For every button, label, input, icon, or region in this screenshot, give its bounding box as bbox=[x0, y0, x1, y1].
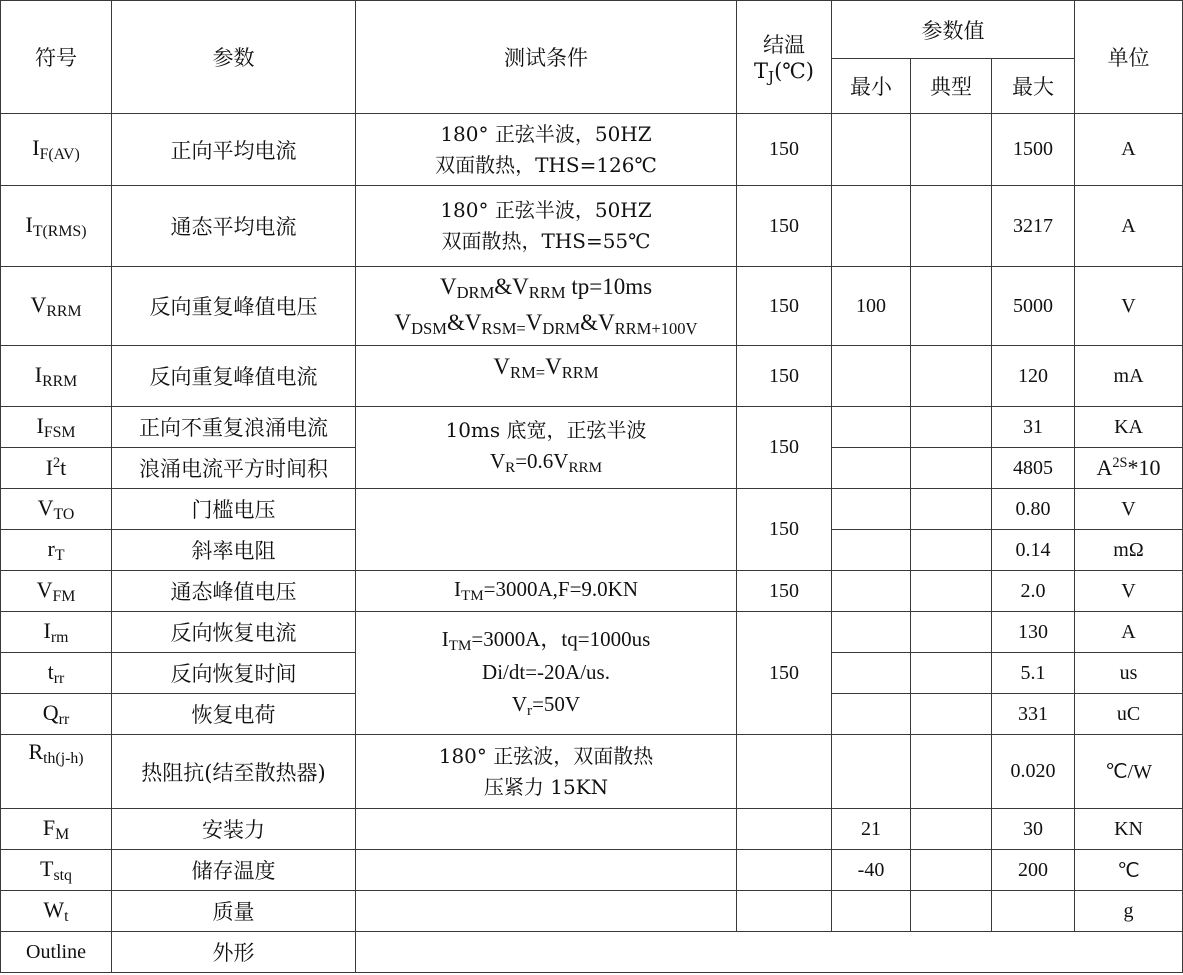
param-cell: 安装力 bbox=[112, 809, 356, 850]
unit-cell: A bbox=[1075, 114, 1183, 186]
table-row bbox=[1, 186, 1183, 267]
cond-sub: r bbox=[527, 702, 533, 719]
min-cell bbox=[832, 571, 911, 612]
symbol-cell bbox=[1, 694, 112, 735]
unit-cell: us bbox=[1075, 653, 1183, 694]
table-row bbox=[1, 407, 1183, 448]
cond-text: &V bbox=[494, 274, 529, 300]
condition-cell bbox=[356, 850, 737, 891]
min-cell bbox=[832, 407, 911, 448]
symbol-sub: TO bbox=[53, 505, 75, 523]
typ-cell bbox=[911, 448, 992, 489]
typ-cell bbox=[911, 571, 992, 612]
condition-cell bbox=[356, 571, 737, 612]
header-tj-top: 结温 bbox=[763, 32, 805, 57]
max-cell bbox=[992, 891, 1075, 932]
symbol-sub: stq bbox=[53, 866, 72, 884]
param-cell: 斜率电阻 bbox=[112, 530, 356, 571]
table-row bbox=[1, 612, 1183, 653]
typ-cell bbox=[911, 612, 992, 653]
cond-text: =50V bbox=[532, 691, 581, 716]
table-row bbox=[1, 489, 1183, 530]
symbol-sub: T(RMS) bbox=[32, 222, 87, 240]
min-cell bbox=[832, 735, 911, 809]
typ-cell bbox=[911, 530, 992, 571]
max-cell: 0.020 bbox=[992, 735, 1075, 809]
param-cell: 恢复电荷 bbox=[112, 694, 356, 735]
unit-text: *10 bbox=[1127, 455, 1161, 480]
param-cell: 正向平均电流 bbox=[112, 114, 356, 186]
symbol: T bbox=[40, 855, 54, 881]
unit-cell: KA bbox=[1075, 407, 1183, 448]
unit-cell: V bbox=[1075, 489, 1183, 530]
symbol-cell bbox=[1, 735, 112, 809]
typ-cell bbox=[911, 489, 992, 530]
min-cell bbox=[832, 448, 911, 489]
symbol-sub: FSM bbox=[43, 423, 76, 441]
min-cell bbox=[832, 114, 911, 186]
symbol: V bbox=[37, 494, 54, 520]
cond-sub: DRM bbox=[542, 319, 581, 339]
min-cell bbox=[832, 891, 911, 932]
cond-sub: RSM= bbox=[481, 319, 526, 339]
condition-line: 双面散热，THS=126℃ bbox=[435, 152, 657, 177]
min-cell bbox=[832, 694, 911, 735]
table-row bbox=[1, 809, 1183, 850]
symbol-sub: M bbox=[55, 825, 70, 843]
typ-cell bbox=[911, 891, 992, 932]
cond-text: &V bbox=[580, 310, 615, 335]
max-cell: 200 bbox=[992, 850, 1075, 891]
unit-cell bbox=[1075, 448, 1183, 489]
table-row bbox=[1, 267, 1183, 346]
unit-cell: V bbox=[1075, 571, 1183, 612]
symbol: t bbox=[60, 455, 67, 480]
table-row bbox=[1, 114, 1183, 186]
symbol-cell bbox=[1, 346, 112, 407]
header-tj-sub: J bbox=[768, 67, 775, 86]
cond-sub: RRM bbox=[568, 460, 603, 477]
header-symbol: 符号 bbox=[1, 1, 112, 114]
symbol: I bbox=[43, 617, 51, 643]
typ-cell bbox=[911, 186, 992, 267]
max-cell: 331 bbox=[992, 694, 1075, 735]
typ-cell bbox=[911, 346, 992, 407]
unit-cell: KN bbox=[1075, 809, 1183, 850]
min-cell: 100 bbox=[832, 267, 911, 346]
unit-sup: 2S bbox=[1112, 455, 1128, 472]
symbol-cell bbox=[1, 891, 112, 932]
symbol-sub: rr bbox=[53, 669, 65, 687]
symbol-cell bbox=[1, 407, 112, 448]
symbol-cell bbox=[1, 612, 112, 653]
cond-sub: RM= bbox=[510, 363, 546, 383]
condition-cell bbox=[356, 114, 737, 186]
param-cell: 正向不重复浪涌电流 bbox=[112, 407, 356, 448]
symbol-sub: RRM bbox=[42, 372, 78, 390]
min-cell: 21 bbox=[832, 809, 911, 850]
symbol: I bbox=[45, 455, 54, 480]
tj-cell bbox=[737, 850, 832, 891]
cond-text: V bbox=[545, 354, 562, 379]
cond-sub: TM bbox=[460, 588, 484, 605]
max-cell: 31 bbox=[992, 407, 1075, 448]
symbol: I bbox=[25, 211, 33, 237]
unit-cell: A bbox=[1075, 186, 1183, 267]
header-condition: 测试条件 bbox=[356, 1, 737, 114]
param-cell: 浪涌电流平方时间积 bbox=[112, 448, 356, 489]
table-row bbox=[1, 346, 1183, 407]
condition-cell bbox=[356, 489, 737, 571]
symbol-cell bbox=[1, 114, 112, 186]
condition-cell bbox=[356, 407, 737, 489]
max-cell: 130 bbox=[992, 612, 1075, 653]
min-cell bbox=[832, 489, 911, 530]
header-row bbox=[1, 1, 1183, 59]
condition-cell bbox=[356, 612, 737, 735]
condition-line: Di/dt=-20A/us. bbox=[482, 660, 610, 685]
tj-cell: 150 bbox=[737, 407, 832, 489]
tj-cell: 150 bbox=[737, 571, 832, 612]
max-cell: 120 bbox=[992, 346, 1075, 407]
symbol-cell bbox=[1, 448, 112, 489]
header-tj-unit: (℃) bbox=[774, 58, 814, 83]
condition-line: 10ms 底宽，正弦半波 bbox=[445, 418, 647, 443]
symbol: I bbox=[34, 361, 43, 387]
symbol: I bbox=[32, 135, 40, 161]
param-cell: 反向恢复电流 bbox=[112, 612, 356, 653]
header-max: 最大 bbox=[992, 59, 1075, 114]
symbol-sub: th(j-h) bbox=[43, 749, 84, 767]
min-cell bbox=[832, 653, 911, 694]
symbol-cell bbox=[1, 489, 112, 530]
condition-cell bbox=[356, 891, 737, 932]
tj-cell: 150 bbox=[737, 346, 832, 407]
condition-cell bbox=[356, 186, 737, 267]
cond-sub: DSM bbox=[411, 319, 447, 339]
cond-text: V bbox=[489, 449, 506, 474]
max-cell: 2.0 bbox=[992, 571, 1075, 612]
symbol-sub: t bbox=[64, 907, 69, 925]
condition-cell bbox=[356, 735, 737, 809]
tj-cell: 150 bbox=[737, 186, 832, 267]
max-cell: 0.14 bbox=[992, 530, 1075, 571]
symbol-cell bbox=[1, 653, 112, 694]
condition-line: 180° 正弦半波，50HZ bbox=[440, 121, 652, 146]
cond-text: V bbox=[511, 691, 528, 716]
max-cell: 1500 bbox=[992, 114, 1075, 186]
unit-cell: mΩ bbox=[1075, 530, 1183, 571]
condition-cell bbox=[356, 346, 737, 407]
condition-line: 180° 正弦半波，50HZ bbox=[440, 198, 652, 222]
symbol: I bbox=[36, 412, 44, 438]
header-typ: 典型 bbox=[911, 59, 992, 114]
cond-sub: TM bbox=[448, 637, 472, 654]
header-values: 参数值 bbox=[832, 1, 1075, 59]
param-cell: 通态平均电流 bbox=[112, 186, 356, 267]
typ-cell bbox=[911, 735, 992, 809]
tj-cell: 150 bbox=[737, 489, 832, 571]
cond-text: V bbox=[394, 310, 412, 335]
symbol-sub: T bbox=[54, 546, 65, 564]
typ-cell bbox=[911, 809, 992, 850]
cond-sub: RRM bbox=[528, 283, 566, 303]
symbol-cell bbox=[1, 267, 112, 346]
unit-cell: V bbox=[1075, 267, 1183, 346]
symbol: R bbox=[28, 739, 44, 764]
symbol: Q bbox=[42, 699, 59, 725]
condition-line: 双面散热，THS=55℃ bbox=[441, 229, 651, 253]
symbol: V bbox=[36, 576, 53, 602]
table-row bbox=[1, 850, 1183, 891]
symbol-cell bbox=[1, 571, 112, 612]
symbol: F bbox=[42, 814, 56, 840]
cond-text: V bbox=[493, 354, 511, 379]
symbol: r bbox=[47, 535, 55, 561]
cond-sub: RRM bbox=[561, 363, 599, 383]
unit-cell: ℃ bbox=[1075, 850, 1183, 891]
header-unit: 单位 bbox=[1075, 1, 1183, 114]
table-row bbox=[1, 891, 1183, 932]
typ-cell bbox=[911, 694, 992, 735]
min-cell bbox=[832, 346, 911, 407]
header-min: 最小 bbox=[832, 59, 911, 114]
symbol-sub: rr bbox=[58, 710, 70, 728]
cond-text: =3000A,F=9.0KN bbox=[483, 577, 639, 602]
tj-cell: 150 bbox=[737, 267, 832, 346]
condition-cell bbox=[356, 267, 737, 346]
unit-cell: A bbox=[1075, 612, 1183, 653]
condition-cell bbox=[356, 809, 737, 850]
max-cell: 30 bbox=[992, 809, 1075, 850]
cond-text: =3000A，tq=1000us bbox=[471, 626, 651, 651]
cond-text: I bbox=[441, 626, 449, 651]
symbol-sup: 2 bbox=[53, 455, 61, 472]
symbol-cell bbox=[1, 186, 112, 267]
typ-cell bbox=[911, 850, 992, 891]
cond-text: tp=10ms bbox=[565, 274, 653, 300]
cond-text: V bbox=[525, 310, 543, 335]
unit-cell: mA bbox=[1075, 346, 1183, 407]
symbol-sub: FM bbox=[52, 587, 76, 605]
param-cell: 反向重复峰值电压 bbox=[112, 267, 356, 346]
unit-cell: ℃/W bbox=[1075, 735, 1183, 809]
typ-cell bbox=[911, 114, 992, 186]
cond-sub: DRM bbox=[456, 283, 495, 303]
outline-drawing-cell bbox=[356, 932, 1183, 973]
cond-text: =0.6V bbox=[515, 449, 569, 474]
param-cell: 热阻抗(结至散热器) bbox=[112, 735, 356, 809]
symbol-sub: rm bbox=[50, 628, 69, 646]
symbol-cell bbox=[1, 809, 112, 850]
min-cell bbox=[832, 612, 911, 653]
min-cell: -40 bbox=[832, 850, 911, 891]
unit-cell: g bbox=[1075, 891, 1183, 932]
condition-line: 压紧力 15KN bbox=[483, 774, 609, 799]
table-row bbox=[1, 735, 1183, 809]
tj-cell bbox=[737, 735, 832, 809]
max-cell: 0.80 bbox=[992, 489, 1075, 530]
header-junction-temp bbox=[737, 1, 832, 114]
symbol: t bbox=[47, 658, 54, 684]
typ-cell bbox=[911, 407, 992, 448]
table-row bbox=[1, 932, 1183, 973]
param-cell: 反向恢复时间 bbox=[112, 653, 356, 694]
tj-cell bbox=[737, 891, 832, 932]
table-row bbox=[1, 571, 1183, 612]
cond-sub: RRM+100V bbox=[614, 319, 698, 339]
cond-sub: R bbox=[505, 460, 516, 477]
symbol: V bbox=[30, 291, 47, 317]
unit-cell: uC bbox=[1075, 694, 1183, 735]
cond-text: V bbox=[439, 274, 457, 300]
param-cell: 通态峰值电压 bbox=[112, 571, 356, 612]
max-cell: 4805 bbox=[992, 448, 1075, 489]
unit-text: A bbox=[1096, 455, 1113, 480]
min-cell bbox=[832, 186, 911, 267]
symbol-sub: F(AV) bbox=[39, 145, 80, 163]
param-cell: 门槛电压 bbox=[112, 489, 356, 530]
header-parameter: 参数 bbox=[112, 1, 356, 114]
symbol-cell: Outline bbox=[1, 932, 112, 973]
symbol-cell bbox=[1, 530, 112, 571]
tj-cell bbox=[737, 809, 832, 850]
condition-line: 180° 正弦波，双面散热 bbox=[438, 743, 654, 768]
cond-text: &V bbox=[446, 310, 482, 335]
symbol-cell bbox=[1, 850, 112, 891]
header-tj-base: T bbox=[754, 58, 769, 83]
min-cell bbox=[832, 530, 911, 571]
max-cell: 5000 bbox=[992, 267, 1075, 346]
typ-cell bbox=[911, 267, 992, 346]
tj-cell: 150 bbox=[737, 114, 832, 186]
max-cell: 5.1 bbox=[992, 653, 1075, 694]
cond-text: I bbox=[453, 577, 461, 602]
param-cell: 储存温度 bbox=[112, 850, 356, 891]
typ-cell bbox=[911, 653, 992, 694]
symbol-sub: RRM bbox=[46, 302, 82, 320]
max-cell: 3217 bbox=[992, 186, 1075, 267]
param-cell: 外形 bbox=[112, 932, 356, 973]
symbol: W bbox=[43, 896, 65, 922]
tj-cell: 150 bbox=[737, 612, 832, 735]
param-cell: 质量 bbox=[112, 891, 356, 932]
param-cell: 反向重复峰值电流 bbox=[112, 346, 356, 407]
